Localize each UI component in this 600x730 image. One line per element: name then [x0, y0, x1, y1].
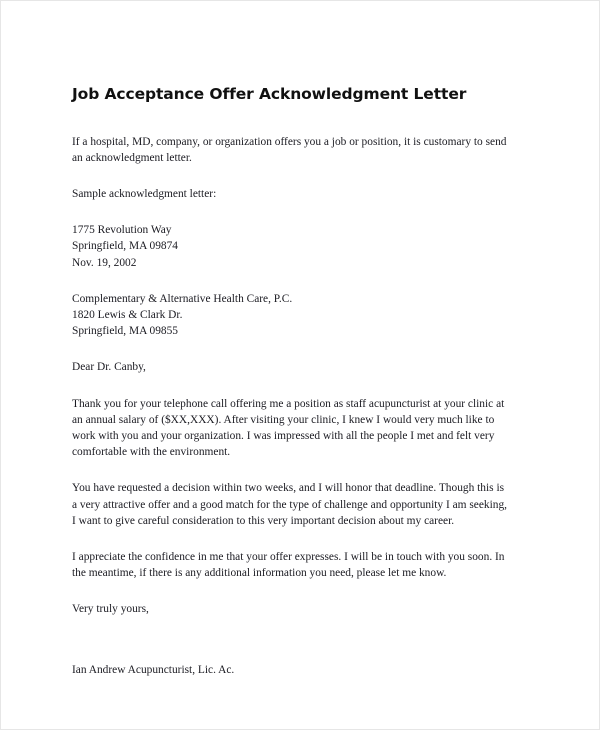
sender-address-line-2: Springfield, MA 09874 — [72, 240, 178, 253]
body-paragraph-1: Thank you for your telephone call offering me a position as staff acupuncturist at your clinic at an annual salary of ($XX,XXX). After visiting your clinic, I knew I would very much like to work with you and your organization. I was impressed with all the people I met and felt very comfortable with the environment. — [72, 397, 505, 459]
letter-date: Nov. 19, 2002 — [72, 256, 137, 269]
recipient-address-line-2: 1820 Lewis & Clark Dr. — [72, 309, 183, 322]
sample-label: Sample acknowledgment letter: — [72, 188, 217, 200]
recipient-address-block — [72, 291, 508, 340]
intro-paragraph: If a hospital, MD, company, or organization offers you a job or position, it is customary to send an acknowledgment letter. — [72, 135, 507, 164]
closing-salutation: Very truly yours, — [72, 603, 149, 616]
signature-name: Ian Andrew Acupuncturist, Lic. Ac. — [72, 663, 235, 676]
salutation: Dear Dr. Canby, — [72, 361, 146, 374]
letter-content — [72, 85, 508, 678]
body-paragraph-3: I appreciate the confidence in me that your offer expresses. I will be in touch with you soon. In the meantime, if there is any additional information you need, please let me know. — [72, 551, 505, 580]
page-title: Job Acceptance Offer Acknowledgment Letter — [72, 85, 467, 103]
recipient-organization: Complementary & Alternative Health Care, P.C. — [72, 292, 293, 305]
sender-address-block — [72, 222, 508, 271]
body-paragraph-2: You have requested a decision within two weeks, and I will honor that deadline. Though this is a very attractive offer and a good match for the type of challenge and opportunity I am seeking, I want to give careful consideration to this very important decision about my career. — [72, 482, 508, 527]
sender-address-line-1: 1775 Revolution Way — [72, 224, 172, 237]
recipient-address-line-3: Springfield, MA 09855 — [72, 325, 178, 338]
